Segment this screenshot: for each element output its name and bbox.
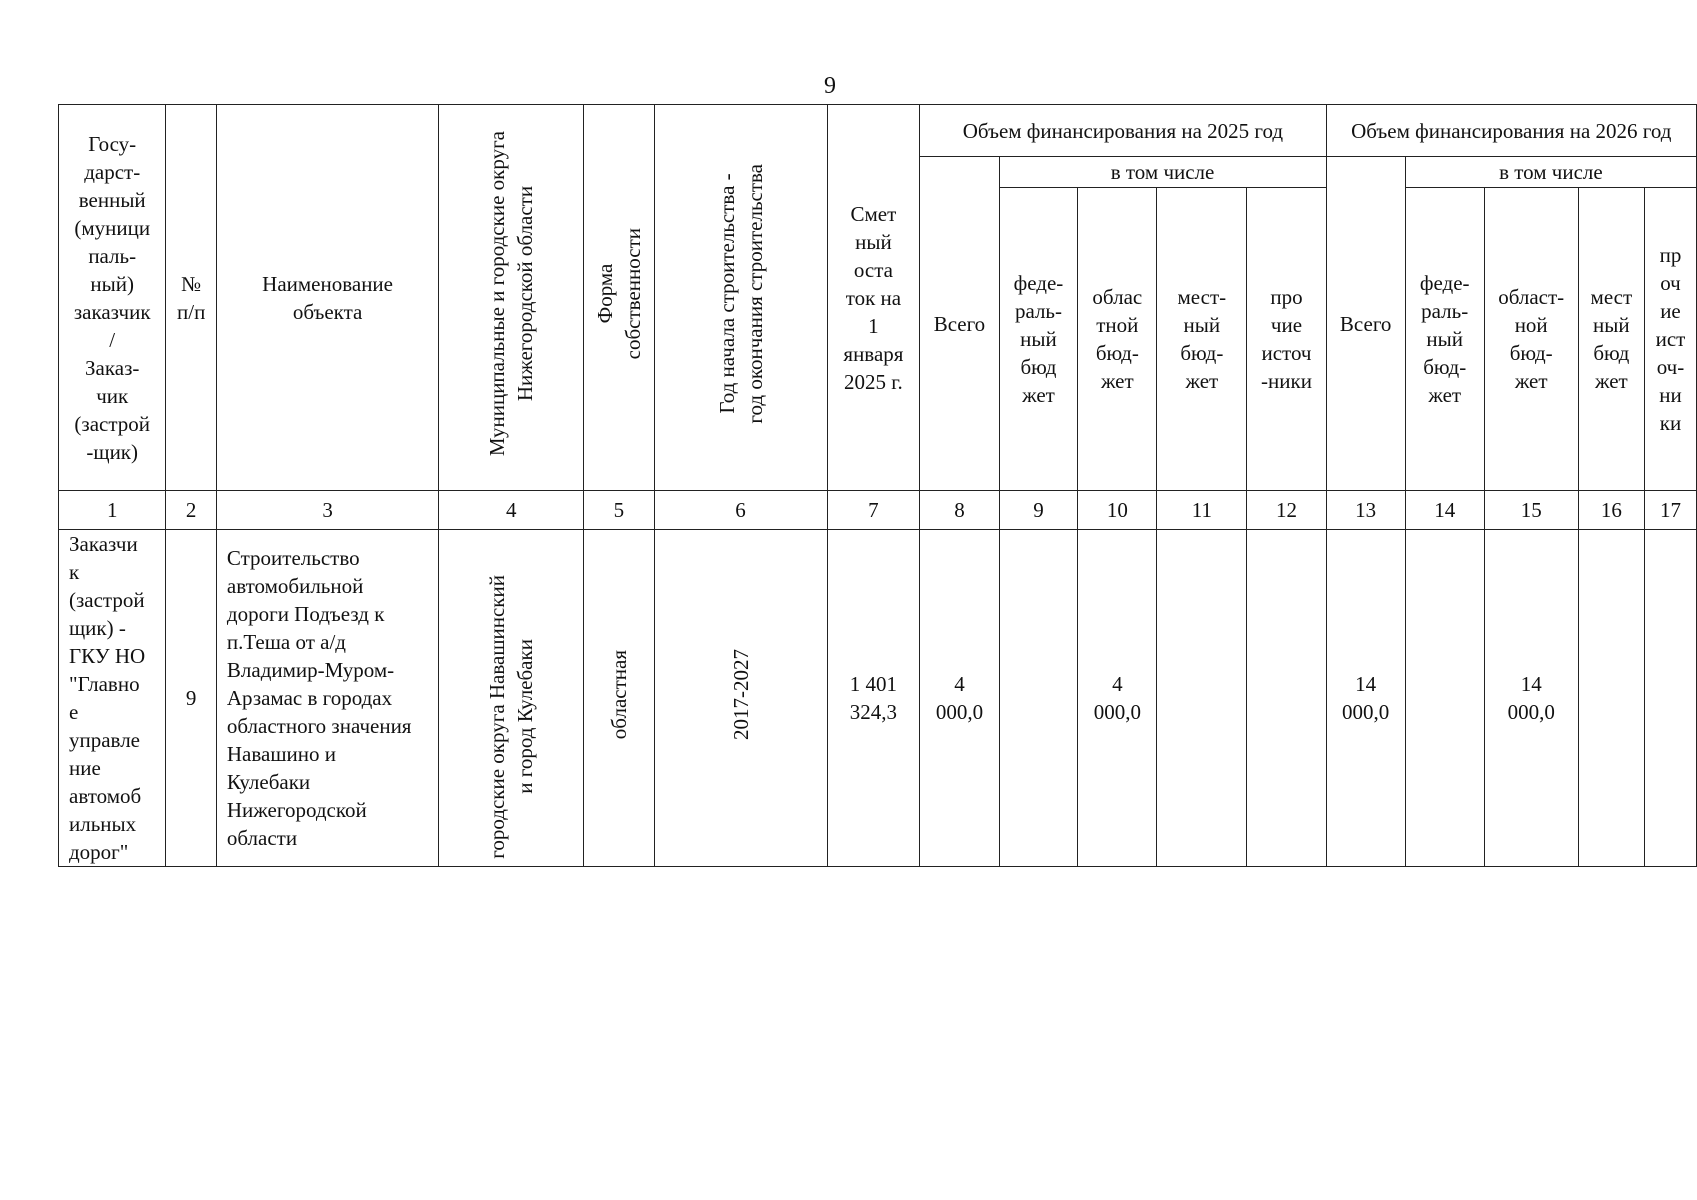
column-number: 6 [654, 491, 827, 530]
header-federal-2025: феде- раль- ный бюд жет [999, 188, 1078, 491]
column-number: 11 [1157, 491, 1247, 530]
cell-local-2025 [1157, 530, 1247, 867]
cell-estimate-balance: 1 401 324,3 [827, 530, 920, 867]
cell-num: 9 [166, 530, 216, 867]
header-local-2025: мест- ный бюд- жет [1157, 188, 1247, 491]
table-row [59, 530, 1697, 867]
header-regional-2026: област- ной бюд- жет [1484, 188, 1578, 491]
column-number: 4 [439, 491, 584, 530]
cell-regional-2026: 14 000,0 [1484, 530, 1578, 867]
header-other-2025: про чие источ -ники [1247, 188, 1326, 491]
cell-ownership: областная [584, 530, 654, 867]
cell-federal-2025 [999, 530, 1078, 867]
investment-table [58, 104, 1697, 867]
header-regional-2025: облас тной бюд- жет [1078, 188, 1157, 491]
column-number: 2 [166, 491, 216, 530]
column-number: 10 [1078, 491, 1157, 530]
header-object-name: Наименование объекта [216, 105, 438, 491]
column-number: 15 [1484, 491, 1578, 530]
column-number: 7 [827, 491, 920, 530]
column-number: 16 [1578, 491, 1644, 530]
column-number: 13 [1326, 491, 1405, 530]
cell-local-2026 [1578, 530, 1644, 867]
header-municipalities: Муниципальные и городские округа Нижегородской области [439, 105, 584, 491]
header-total-2025: Всего [920, 157, 999, 491]
column-number: 17 [1644, 491, 1696, 530]
column-number: 3 [216, 491, 438, 530]
cell-other-2026 [1644, 530, 1696, 867]
cell-total-2025: 4 000,0 [920, 530, 999, 867]
header-ownership: Форма собственности [584, 105, 654, 491]
header-row-1 [59, 105, 1697, 157]
cell-total-2026: 14 000,0 [1326, 530, 1405, 867]
header-years: Год начала строительства - год окончания строительства [654, 105, 827, 491]
column-number: 5 [584, 491, 654, 530]
cell-years: 2017-2027 [654, 530, 827, 867]
column-number: 14 [1405, 491, 1484, 530]
header-funding-2026: Объем финансирования на 2026 год [1326, 105, 1696, 157]
cell-regional-2025: 4 000,0 [1078, 530, 1157, 867]
page-number: 9 [824, 73, 836, 99]
header-federal-2026: феде- раль- ный бюд- жет [1405, 188, 1484, 491]
header-funding-2025: Объем финансирования на 2025 год [920, 105, 1326, 157]
header-total-2026: Всего [1326, 157, 1405, 491]
column-number: 9 [999, 491, 1078, 530]
header-local-2026: мест ный бюд жет [1578, 188, 1644, 491]
cell-object-name: Строительство автомобильной дороги Подъезд к п.Теша от а/д Владимир-Муром- Арзамас в городах областного значения Навашино и Кулебаки Нижегородской области [216, 530, 438, 867]
cell-federal-2026 [1405, 530, 1484, 867]
header-num: № п/п [166, 105, 216, 491]
column-number-row [59, 491, 1697, 530]
cell-other-2025 [1247, 530, 1326, 867]
header-customer: Госу- дарст- венный (муници паль- ный) заказчик / Заказ- чик (застрой -щик) [59, 105, 166, 491]
header-estimate-balance: Смет ный оста ток на 1 января 2025 г. [827, 105, 920, 491]
header-other-2026: пр оч ие ист оч- ни ки [1644, 188, 1696, 491]
column-number: 8 [920, 491, 999, 530]
column-number: 1 [59, 491, 166, 530]
header-including-2026: в том числе [1405, 157, 1696, 188]
cell-municipality: городские округа Навашинский и город Кулебаки [439, 530, 584, 867]
column-number: 12 [1247, 491, 1326, 530]
cell-customer: Заказчи к (застрой щик) - ГКУ НО "Главно е управле ние автомоб ильных дорог" [59, 530, 166, 867]
header-including-2025: в том числе [999, 157, 1326, 188]
